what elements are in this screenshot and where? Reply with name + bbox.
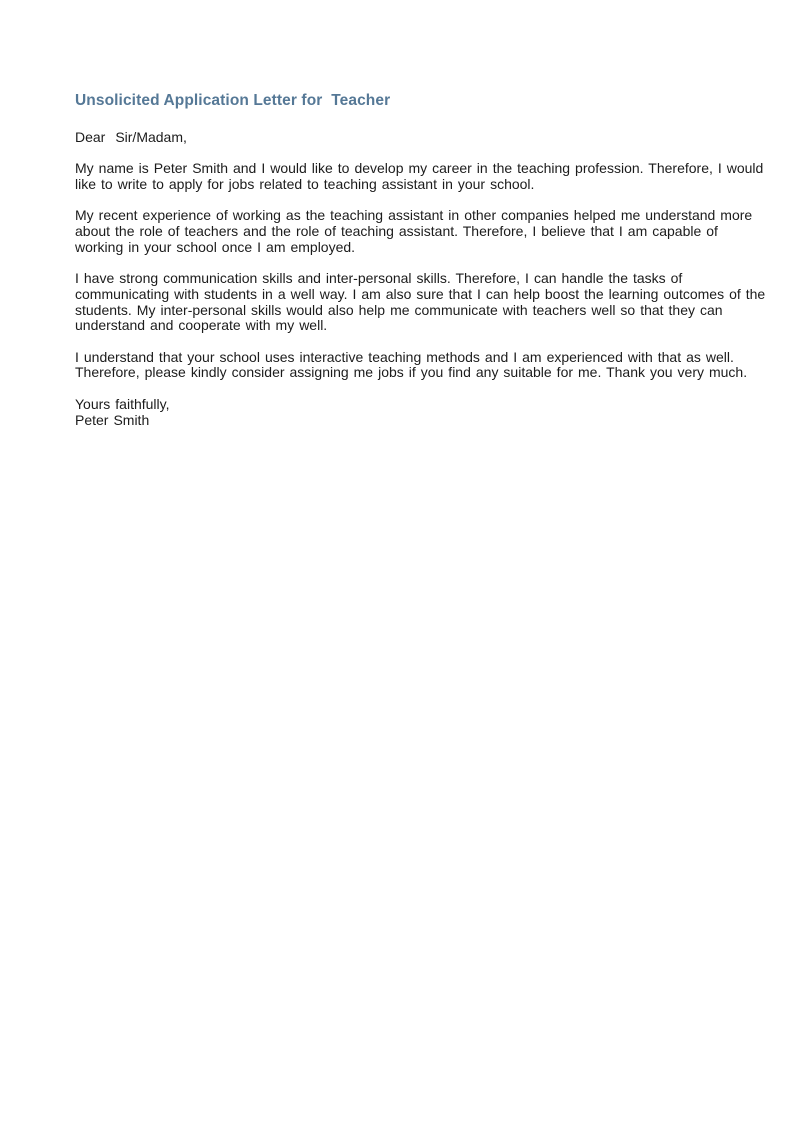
closing-block	[75, 397, 705, 428]
letter-title: Unsolicited Application Letter for Teacher	[75, 92, 391, 109]
paragraph-line: about the role of teachers and the role of teaching assistant. Therefore, I believe that I am capable of	[75, 223, 718, 240]
paragraph-4	[75, 348, 748, 381]
paragraph-line: I have strong communication skills and inter-personal skills. Therefore, I can handle the tasks of	[75, 270, 683, 287]
valediction: Yours faithfully,	[75, 395, 170, 412]
paragraph-line: I understand that your school uses interactive teaching methods and I am experienced with that as well.	[75, 348, 734, 365]
paragraph-line: My name is Peter Smith and I would like to develop my career in the teaching profession. Therefore, I would	[75, 160, 764, 177]
paragraph-line: communicating with students in a well way. I am also sure that I can help boost the learning outcomes of the	[75, 285, 766, 302]
paragraph-line: working in your school once I am employed.	[75, 238, 356, 255]
paragraph-line: Therefore, please kindly consider assigning me jobs if you find any suitable for me. Thank you very much.	[75, 364, 748, 381]
salutation-block	[75, 130, 705, 146]
paragraph-line: understand and cooperate with my well.	[75, 317, 328, 334]
paragraph-line: like to write to apply for jobs related to teaching assistant in your school.	[75, 176, 535, 193]
paragraph-2	[75, 207, 753, 255]
paragraph-line: My recent experience of working as the teaching assistant in other companies helped me understand more	[75, 207, 753, 224]
signature-name: Peter Smith	[75, 411, 150, 428]
salutation: Dear Sir/Madam,	[75, 129, 187, 145]
paragraph-3	[75, 270, 766, 334]
paragraph-1	[75, 160, 764, 193]
paragraph-line: students. My inter-personal skills would also help me communicate with teachers well so that they can	[75, 301, 723, 318]
